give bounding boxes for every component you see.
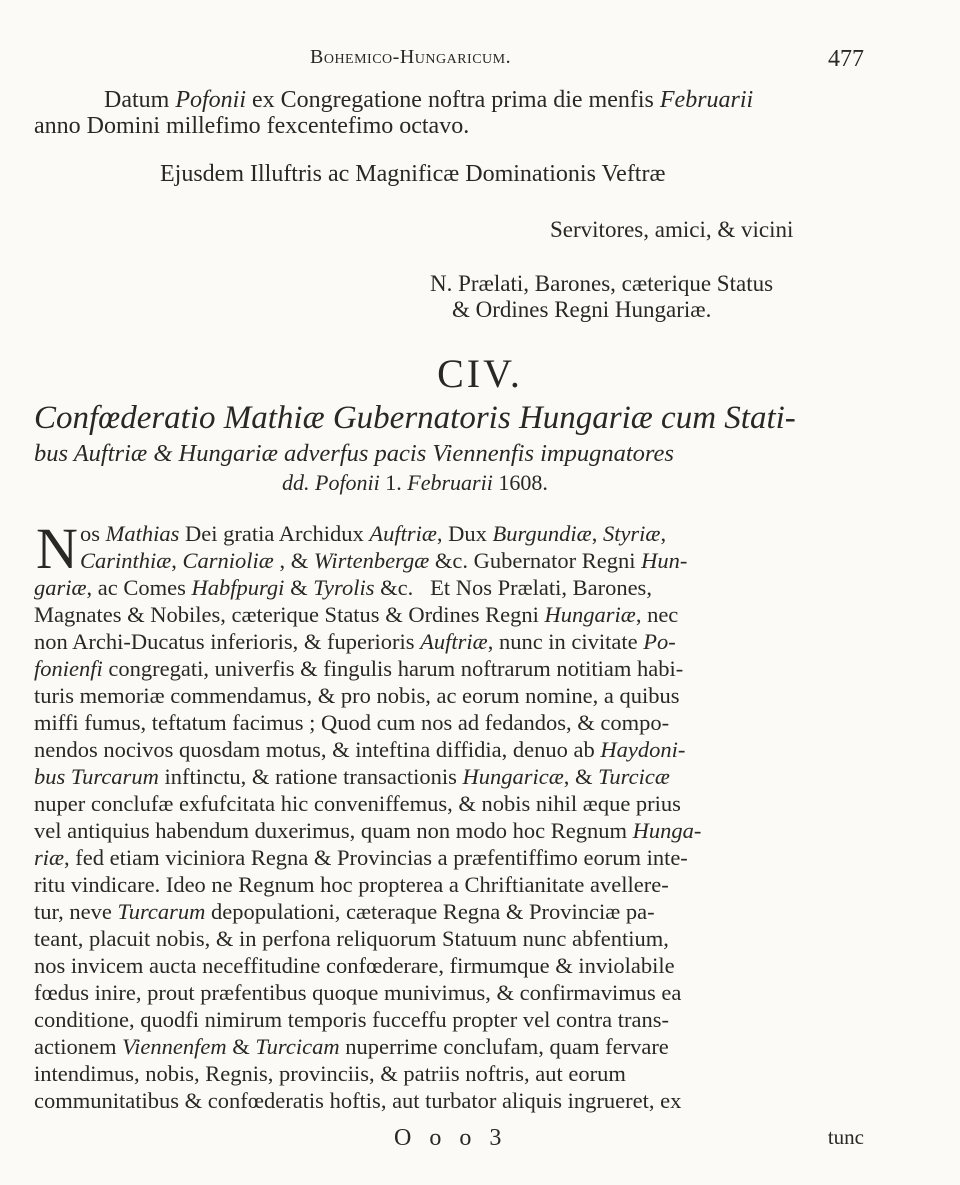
body-line: Carinthiæ, Carnioliæ , & Wirtenbergæ &c. Gubernator Regni Hun-	[80, 548, 688, 573]
drop-cap: N	[36, 516, 78, 581]
date-line-2: anno Domini millefimo fexcentefimo octavo.	[34, 113, 470, 139]
body-line: tur, neve Turcarum depopulationi, cæteraque Regna & Provinciæ pa-	[34, 899, 655, 924]
body-line: conditione, quodfi nimirum temporis fucceffu propter vel contra trans-	[34, 1007, 670, 1032]
body-line: non Archi-Ducatus inferioris, & fuperioris Auftriæ, nunc in civitate Po-	[34, 629, 676, 654]
body-line: actionem Viennenfem & Turcicam nuperrime conclufam, quam fervare	[34, 1034, 669, 1059]
heading-date: dd. Pofonii 1. Februarii 1608.	[282, 470, 548, 495]
catchword: tunc	[827, 1125, 864, 1149]
body-line: nuper conclufæ exfufcitata hic conveniffemus, & nobis nihil æque prius	[34, 791, 681, 816]
signature-line-1: Servitores, amici, & vicini	[550, 217, 794, 242]
body-line: fœdus inire, prout præfentibus quoque munivimus, & confirmavimus ea	[34, 980, 682, 1005]
body-line: ritu vindicare. Ideo ne Regnum hoc propterea a Chriftianitate avellere-	[34, 872, 669, 897]
running-title: Bohemico-Hungaricum.	[310, 46, 512, 68]
body-line: nendos nocivos quosdam motus, & inteftina diffidia, denuo ab Haydoni-	[34, 737, 686, 762]
signature-line-2: N. Prælati, Barones, cæterique Status	[430, 271, 774, 296]
body-line: riæ, fed etiam viciniora Regna & Provincias a præfentiffimo eorum inte-	[34, 845, 688, 870]
heading-line-2: bus Auftriæ & Hungariæ adverfus pacis Viennenfis impugnatores	[34, 440, 674, 467]
body-line: nos invicem aucta neceffitudine confœderare, firmumque & inviolabile	[34, 953, 675, 978]
heading-line-1: Confœderatio Mathiæ Gubernatoris Hungariæ cum Stati-	[34, 400, 796, 436]
body-line: teant, placuit nobis, & in perfona reliquorum Statuum nunc abfentium,	[34, 926, 669, 951]
signature-mark: O o o 3	[394, 1125, 508, 1151]
body-line: miffi fumus, teftatum facimus ; Quod cum nos ad fedandos, & compo-	[34, 710, 670, 735]
closing-formula: Ejusdem Illuftris ac Magnificæ Dominationis Veftræ	[160, 161, 666, 187]
date-line-1: Datum Pofonii ex Congregatione noftra prima die menfis Februarii	[104, 87, 754, 113]
body-line: fonienfi congregati, univerfis & fingulis harum noftrarum notitiam habi-	[34, 656, 684, 681]
page-number: 477	[828, 46, 864, 72]
section-number: CIV.	[437, 351, 523, 396]
body-line: turis memoriæ commendamus, & pro nobis, ac eorum nomine, a quibus	[34, 683, 680, 708]
body-line: Magnates & Nobiles, cæterique Status & Ordines Regni Hungariæ, nec	[34, 602, 679, 627]
signature-line-3: & Ordines Regni Hungariæ.	[452, 297, 712, 322]
body-line: communitatibus & confœderatis hoftis, aut turbator aliquis ingrueret, ex	[34, 1088, 682, 1113]
running-head	[34, 40, 864, 80]
page-footer	[34, 1125, 864, 1155]
body-line: os Mathias Dei gratia Archidux Auftriæ, Dux Burgundiæ, Styriæ,	[80, 521, 667, 546]
body-line: intendimus, nobis, Regnis, provinciis, & patriis noftris, aut eorum	[34, 1061, 626, 1086]
body-line: vel antiquius habendum duxerimus, quam non modo hoc Regnum Hunga-	[34, 818, 702, 843]
body-line: bus Turcarum inftinctu, & ratione transactionis Hungaricæ, & Turcicæ	[34, 764, 670, 789]
body-line: gariæ, ac Comes Habfpurgi & Tyrolis &c. Et Nos Prælati, Barones,	[34, 575, 652, 600]
